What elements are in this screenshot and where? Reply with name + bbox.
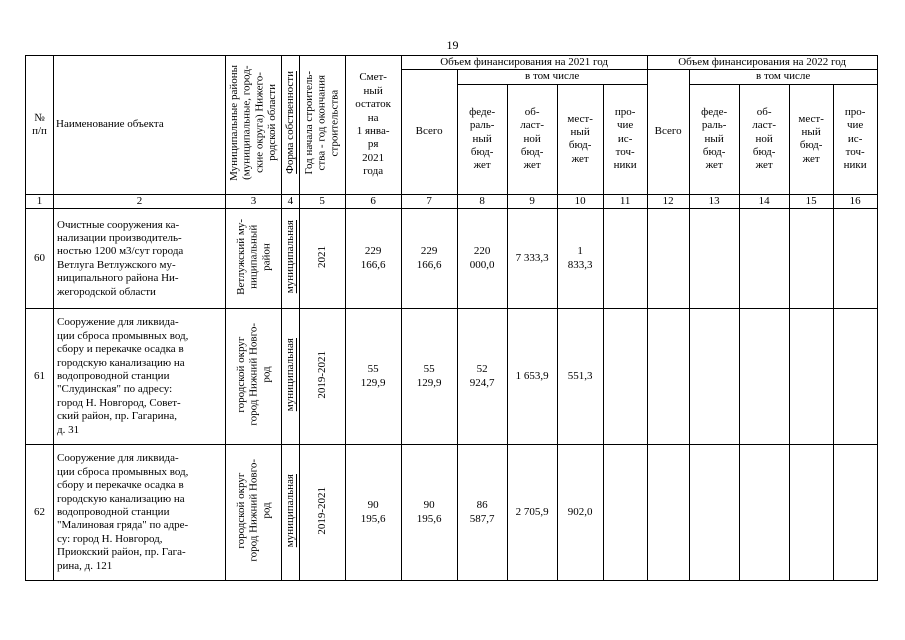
- table-row: [26, 209, 878, 309]
- row-other-2022: [833, 309, 877, 445]
- row-federal-2022: [689, 445, 739, 581]
- header-fin-2022: Объем финансирования на 2022 год: [647, 56, 877, 70]
- row-district: городской округ город Нижний Новго- род: [226, 309, 282, 445]
- column-number: 15: [789, 194, 833, 208]
- row-total-2021: 229 166,6: [401, 209, 457, 309]
- page-number: 19: [446, 38, 459, 52]
- column-number: 8: [457, 194, 507, 208]
- column-number: 6: [345, 194, 401, 208]
- row-regional-2021: 1 653,9: [507, 309, 557, 445]
- header-federal-2022: феде- раль- ный бюд- жет: [689, 84, 739, 194]
- row-local-2022: [789, 445, 833, 581]
- row-local-2022: [789, 309, 833, 445]
- row-local-2021: 1 833,3: [557, 209, 603, 309]
- row-other-2021: [603, 309, 647, 445]
- column-number: 3: [226, 194, 282, 208]
- object-name: Сооружение для ликвида- ции сброса промывных вод, сбору и перекачке осадка в городскую канализацию на водопроводной станции "Малиновая гряда" по адре- су: город Н. Новгород, Приокский район, пр. Гага- рина, д. 121: [54, 445, 226, 581]
- header-regional-2021: об- ласт- ной бюд- жет: [507, 84, 557, 194]
- column-number: 5: [299, 194, 345, 208]
- header-estimate: Смет- ный остаток на 1 янва- ря 2021 года: [345, 56, 401, 195]
- row-total-2022: [647, 209, 689, 309]
- row-estimate: 229 166,6: [345, 209, 401, 309]
- row-other-2022: [833, 209, 877, 309]
- header-other-2022: про- чие ис- точ- ники: [833, 84, 877, 194]
- row-regional-2021: 2 705,9: [507, 445, 557, 581]
- object-name: Очистные сооружения ка- нализации производитель- ностью 1200 м3/сут города Ветлуга Ветлужского му- ниципального района Ни- жегородской области: [54, 209, 226, 309]
- row-regional-2021: 7 333,3: [507, 209, 557, 309]
- row-local-2021: 551,3: [557, 309, 603, 445]
- header-local-2022: мест- ный бюд- жет: [789, 84, 833, 194]
- row-estimate: 55 129,9: [345, 309, 401, 445]
- header-federal-2021: феде- раль- ный бюд- жет: [457, 84, 507, 194]
- row-years: 2019-2021: [299, 309, 345, 445]
- row-local-2022: [789, 209, 833, 309]
- header-name: Наименование объекта: [54, 56, 226, 195]
- row-ownership: муниципальная: [282, 309, 300, 445]
- table-row: [26, 445, 878, 581]
- header-incl-2022: в том числе: [689, 70, 877, 84]
- investment-table: [25, 55, 878, 581]
- row-federal-2022: [689, 309, 739, 445]
- header-local-2021: мест- ный бюд- жет: [557, 84, 603, 194]
- row-num: 60: [26, 209, 54, 309]
- row-regional-2022: [739, 209, 789, 309]
- row-regional-2022: [739, 445, 789, 581]
- row-total-2022: [647, 445, 689, 581]
- row-federal-2021: 220 000,0: [457, 209, 507, 309]
- column-number: 11: [603, 194, 647, 208]
- column-number: 16: [833, 194, 877, 208]
- header-district: Муниципальные районы (муниципальные, город- ские округа) Нижего- родской области: [226, 56, 282, 195]
- row-other-2022: [833, 445, 877, 581]
- column-number: 2: [54, 194, 226, 208]
- column-number: 14: [739, 194, 789, 208]
- column-number: 13: [689, 194, 739, 208]
- row-total-2021: 55 129,9: [401, 309, 457, 445]
- column-number: 1: [26, 194, 54, 208]
- header-total-2022: Всего: [647, 70, 689, 194]
- row-other-2021: [603, 209, 647, 309]
- header-fin-2021: Объем финансирования на 2021 год: [401, 56, 647, 70]
- row-total-2021: 90 195,6: [401, 445, 457, 581]
- row-regional-2022: [739, 309, 789, 445]
- row-years: 2021: [299, 209, 345, 309]
- row-ownership: муниципальная: [282, 209, 300, 309]
- header-regional-2022: об- ласт- ной бюд- жет: [739, 84, 789, 194]
- row-federal-2021: 52 924,7: [457, 309, 507, 445]
- header-total-2021: Всего: [401, 70, 457, 194]
- header-years: Год начала строитель- ства - год окончания строительства: [299, 56, 345, 195]
- row-ownership: муниципальная: [282, 445, 300, 581]
- row-total-2022: [647, 309, 689, 445]
- header-incl-2021: в том числе: [457, 70, 647, 84]
- object-name: Сооружение для ликвида- ции сброса промывных вод, сбору и перекачке осадка в городскую канализацию на водопроводной станции "Слудинская" по адресу: город Н. Новгород, Совет- ский район, пр. Гагарина, д. 31: [54, 309, 226, 445]
- row-district: Ветлужский му- ниципальный район: [226, 209, 282, 309]
- row-district: городской округ город Нижний Новго- род: [226, 445, 282, 581]
- column-number: 12: [647, 194, 689, 208]
- row-federal-2022: [689, 209, 739, 309]
- header-other-2021: про- чие ис- точ- ники: [603, 84, 647, 194]
- row-estimate: 90 195,6: [345, 445, 401, 581]
- row-years: 2019-2021: [299, 445, 345, 581]
- header-num: № п/п: [26, 56, 54, 195]
- column-number: 9: [507, 194, 557, 208]
- row-num: 62: [26, 445, 54, 581]
- column-number: 4: [282, 194, 300, 208]
- row-federal-2021: 86 587,7: [457, 445, 507, 581]
- table-row: [26, 309, 878, 445]
- row-other-2021: [603, 445, 647, 581]
- header-ownership: Форма собственности: [282, 56, 300, 195]
- row-local-2021: 902,0: [557, 445, 603, 581]
- column-number: 10: [557, 194, 603, 208]
- row-num: 61: [26, 309, 54, 445]
- column-number: 7: [401, 194, 457, 208]
